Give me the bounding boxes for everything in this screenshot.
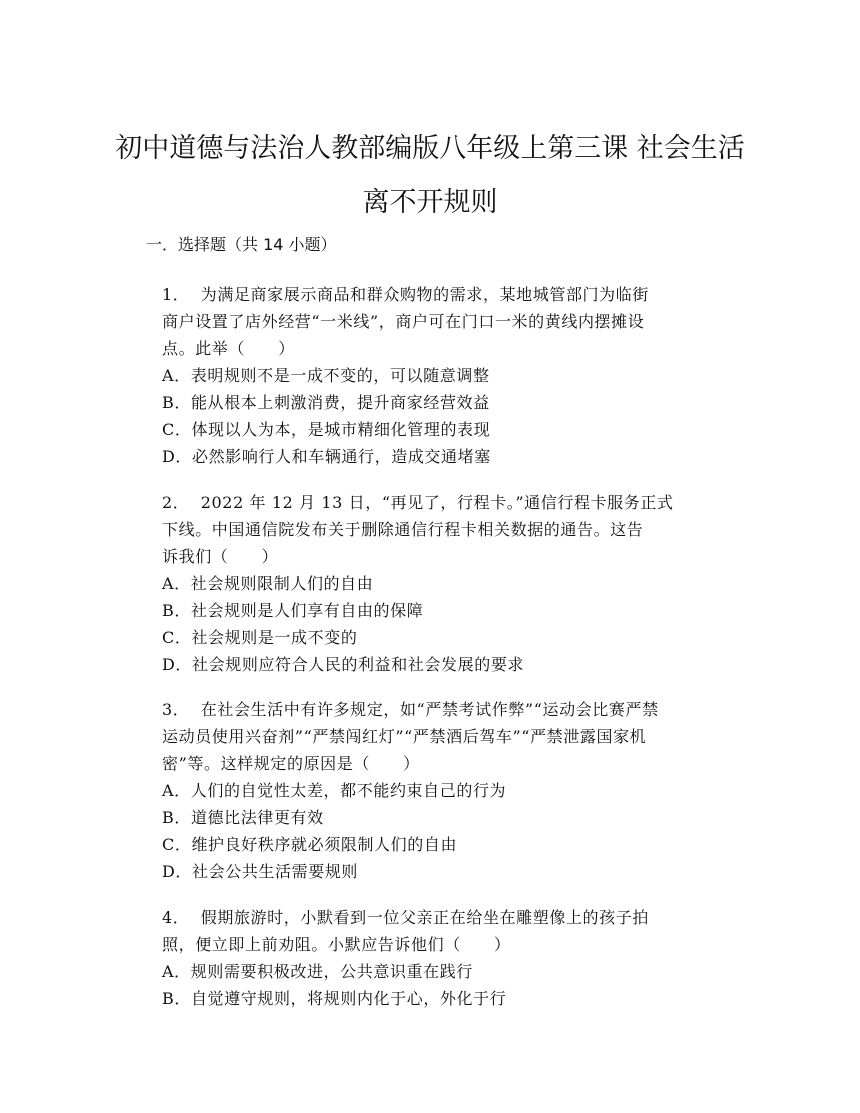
- question-stem-line: 下线。中国通信院发布关于删除通信行程卡相关数据的通告。这告: [162, 520, 644, 539]
- question-stem-line: 1． 为满足商家展示商品和群众购物的需求，某地城管部门为临街: [162, 285, 649, 304]
- document-title-line-2: 离不开规则: [362, 187, 498, 218]
- answer-option-c: C．社会规则是一成不变的: [162, 628, 358, 647]
- answer-option-a: A．人们的自觉性太差，都不能约束自己的行为: [162, 781, 507, 800]
- answer-option-b: B．社会规则是人们享有自由的保障: [162, 601, 424, 620]
- answer-option-d: D．必然影响行人和车辆通行，造成交通堵塞: [162, 447, 491, 466]
- answer-option-c: C．体现以人为本，是城市精细化管理的表现: [162, 420, 491, 439]
- question-stem-line: 3． 在社会生活中有许多规定，如“严禁考试作弊”“运动会比赛严禁: [162, 700, 659, 719]
- answer-option-b: B．道德比法律更有效: [162, 808, 324, 827]
- question-stem-line: 运动员使用兴奋剂”“严禁闯红灯”“严禁酒后驾车”“严禁泄露国家机: [162, 727, 647, 746]
- question-stem-line: 照，便立即上前劝阻。小默应告诉他们（ ）: [162, 935, 511, 954]
- answer-option-c: C．维护良好秩序就必须限制人们的自由: [162, 835, 458, 854]
- question-stem-line: 密”等。这样规定的原因是（ ）: [162, 754, 420, 773]
- answer-option-b: B．能从根本上刺激消费，提升商家经营效益: [162, 393, 490, 412]
- section-heading: 一．选择题（共 14 小题）: [146, 235, 337, 254]
- question-stem-line: 商户设置了店外经营“一米线”，商户可在门口一米的黄线内摆摊设: [162, 312, 645, 331]
- question-stem-line: 4． 假期旅游时，小默看到一位父亲正在给坐在雕塑像上的孩子拍: [162, 908, 649, 927]
- answer-option-d: D．社会公共生活需要规则: [162, 862, 359, 881]
- question-stem-line: 2． 2022 年 12 月 13 日，“再见了，行程卡。”通信行程卡服务正式: [162, 493, 674, 512]
- document-title-line-1: 初中道德与法治人教部编版八年级上第三课 社会生活: [115, 133, 745, 164]
- question-stem-line: 诉我们（ ）: [162, 547, 279, 566]
- question-stem-line: 点。此举（ ）: [162, 339, 295, 358]
- answer-option-d: D．社会规则应符合人民的利益和社会发展的要求: [162, 655, 525, 674]
- answer-option-b: B．自觉遵守规则，将规则内化于心，外化于行: [162, 989, 507, 1008]
- answer-option-a: A．规则需要积极改进，公共意识重在践行: [162, 962, 473, 981]
- answer-option-a: A．社会规则限制人们的自由: [162, 574, 374, 593]
- answer-option-a: A．表明规则不是一成不变的，可以随意调整: [162, 366, 490, 385]
